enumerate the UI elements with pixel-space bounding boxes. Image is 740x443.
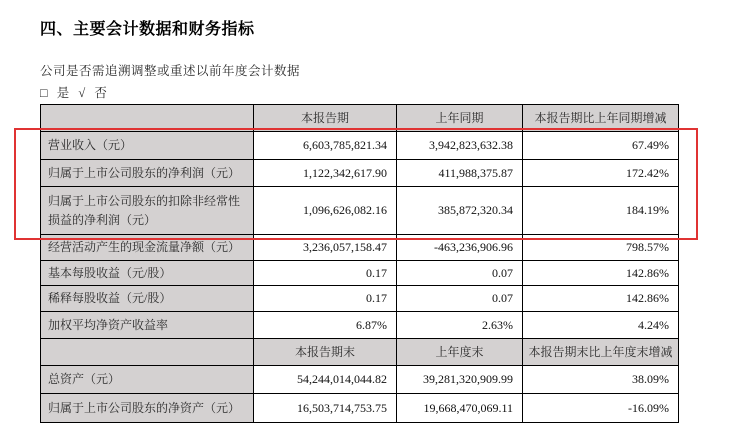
restatement-options	[40, 83, 113, 101]
row-change-value: 798.57%	[523, 235, 679, 261]
header-yearend-change: 本报告期末比上年度末增减	[523, 339, 679, 366]
row-prior-value: 385,872,320.34	[397, 187, 523, 235]
table-row-basic-eps	[41, 261, 679, 286]
header-period-change: 本报告期比上年同期增减	[523, 105, 679, 132]
header-prior-yearend: 上年度末	[397, 339, 523, 366]
row-label: 归属于上市公司股东的扣除非经常性损益的净利润（元）	[41, 187, 254, 235]
table-row-net-profit	[41, 160, 679, 187]
row-prior-value: 2.63%	[397, 312, 523, 339]
financial-indicators-table	[40, 104, 679, 423]
row-current-value: 3,236,057,158.47	[254, 235, 397, 261]
row-prior-value: 3,942,823,632.38	[397, 132, 523, 160]
header-current-period: 本报告期	[254, 105, 397, 132]
row-label: 基本每股收益（元/股）	[41, 261, 254, 286]
row-prior-value: 0.07	[397, 286, 523, 312]
row-current-value: 6,603,785,821.34	[254, 132, 397, 160]
row-label: 营业收入（元）	[41, 132, 254, 160]
row-current-value: 0.17	[254, 286, 397, 312]
row-prior-value: -463,236,906.96	[397, 235, 523, 261]
row-prior-value: 19,668,470,069.11	[397, 394, 523, 423]
row-current-value: 0.17	[254, 261, 397, 286]
table-row-total-assets	[41, 366, 679, 394]
table-row-operating-cash-flow	[41, 235, 679, 261]
row-change-value: 67.49%	[523, 132, 679, 160]
section-title: 四、主要会计数据和财务指标	[40, 21, 255, 38]
header-prior-period: 上年同期	[397, 105, 523, 132]
row-change-value: 184.19%	[523, 187, 679, 235]
row-label: 归属于上市公司股东的净利润（元）	[41, 160, 254, 187]
header-empty-cell	[41, 105, 254, 132]
row-label: 稀释每股收益（元/股）	[41, 286, 254, 312]
row-label: 经营活动产生的现金流量净额（元）	[41, 235, 254, 261]
yearend-header-row	[41, 339, 679, 366]
table-row-net-profit-excl-nonrecurring	[41, 187, 679, 235]
table-row-weighted-avg-roe	[41, 312, 679, 339]
table-row-revenue	[41, 132, 679, 160]
row-prior-value: 411,988,375.87	[397, 160, 523, 187]
row-change-value: -16.09%	[523, 394, 679, 423]
row-change-value: 172.42%	[523, 160, 679, 187]
row-change-value: 142.86%	[523, 286, 679, 312]
row-current-value: 16,503,714,753.75	[254, 394, 397, 423]
table-row-net-assets	[41, 394, 679, 423]
row-change-value: 142.86%	[523, 261, 679, 286]
row-prior-value: 39,281,320,909.99	[397, 366, 523, 394]
row-change-value: 38.09%	[523, 366, 679, 394]
row-label: 归属于上市公司股东的净资产（元）	[41, 394, 254, 423]
header-period-end: 本报告期末	[254, 339, 397, 366]
row-current-value: 1,096,626,082.16	[254, 187, 397, 235]
restatement-question: 公司是否需追溯调整或重述以前年度会计数据	[40, 64, 301, 78]
option-yes-label: 是	[56, 86, 70, 100]
row-current-value: 1,122,342,617.90	[254, 160, 397, 187]
header-empty-cell	[41, 339, 254, 366]
row-prior-value: 0.07	[397, 261, 523, 286]
row-label: 加权平均净资产收益率	[41, 312, 254, 339]
row-change-value: 4.24%	[523, 312, 679, 339]
row-label: 总资产（元）	[41, 366, 254, 394]
table-row-diluted-eps	[41, 286, 679, 312]
option-no-label: 否	[94, 86, 107, 100]
period-header-row	[41, 105, 679, 132]
checkmark-no-icon: √	[78, 86, 86, 100]
row-current-value: 6.87%	[254, 312, 397, 339]
checkbox-yes-icon: □	[40, 86, 48, 100]
row-current-value: 54,244,014,044.82	[254, 366, 397, 394]
